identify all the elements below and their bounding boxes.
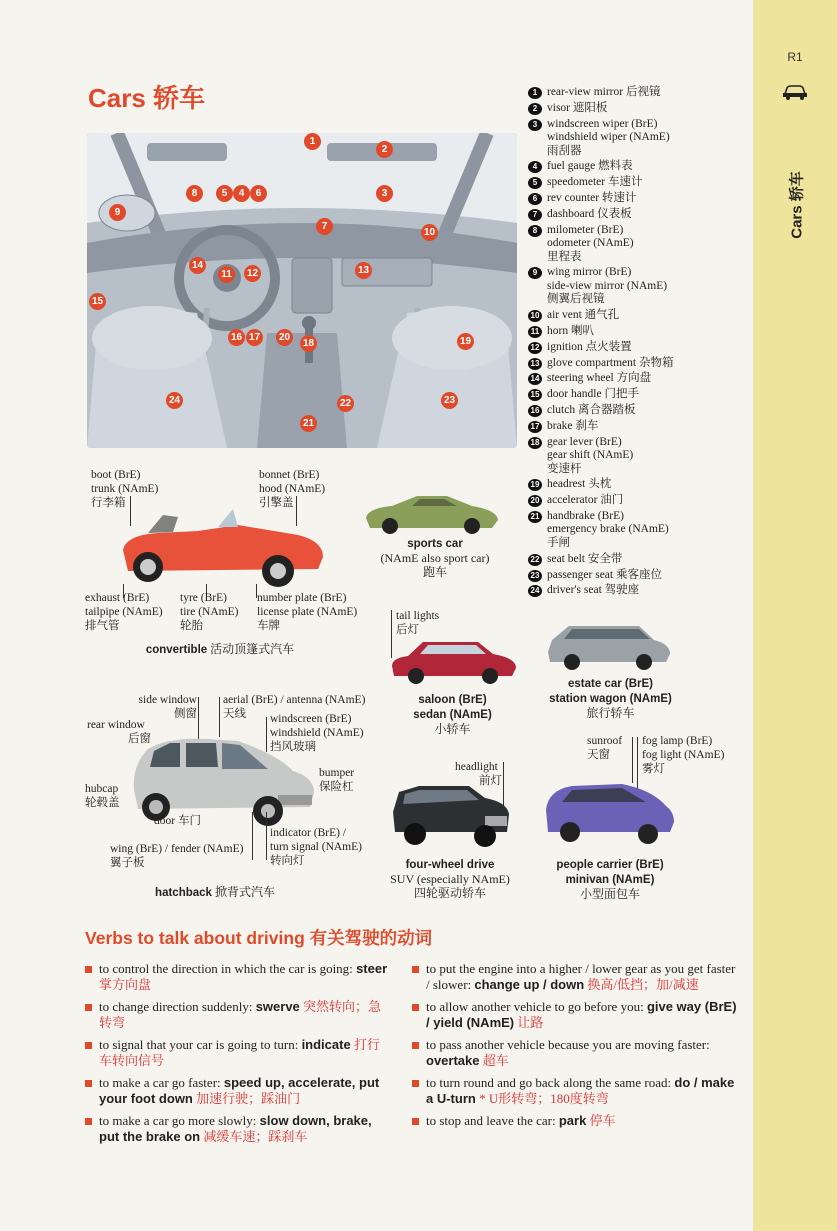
legend-item bbox=[528, 569, 748, 583]
saloon-caption: saloon (BrE) sedan (NAmE) 小轿车 bbox=[413, 694, 492, 736]
legend-text: door handle 门把手 bbox=[547, 388, 639, 401]
parts-legend bbox=[528, 86, 748, 600]
marker-16: 16 bbox=[228, 329, 245, 346]
legend-item bbox=[528, 510, 748, 551]
marker-22: 22 bbox=[337, 395, 354, 412]
door-label: door 车门 bbox=[154, 815, 201, 827]
exhaust-label: exhaust (BrE) tailpipe (NAmE) 排气管 bbox=[85, 592, 163, 632]
fog-lamp-label: fog lamp (BrE) fog light (NAmE) 雾灯 bbox=[642, 735, 725, 775]
tail-lights-label: tail lights 后灯 bbox=[396, 610, 440, 636]
sports-car-caption: sports car (NAmE also sport car) 跑车 bbox=[380, 538, 490, 579]
legend-item bbox=[528, 208, 748, 222]
marker-7: 7 bbox=[316, 218, 333, 235]
estate-car-caption: estate car (BrE) station wagon (NAmE) 旅行轿车 bbox=[549, 678, 672, 720]
legend-number: 22 bbox=[528, 554, 542, 566]
saloon-car-image bbox=[388, 632, 518, 687]
legend-number: 13 bbox=[528, 358, 542, 370]
page-edge-tab bbox=[753, 0, 837, 1231]
legend-item bbox=[528, 404, 748, 418]
aerial-label: aerial (BrE) / antenna (NAmE) 天线 bbox=[223, 694, 366, 720]
verb-item: to allow another vehicle to go before you: give way (BrE) / yield (NAmE) 让路 bbox=[412, 999, 737, 1031]
legend-number: 21 bbox=[528, 511, 542, 523]
legend-number: 16 bbox=[528, 405, 542, 417]
side-title: Cars 轿车 bbox=[788, 171, 806, 239]
tyre-label: tyre (BrE) tire (NAmE) 轮胎 bbox=[180, 592, 239, 632]
leader-line bbox=[266, 812, 267, 860]
marker-4: 4 bbox=[233, 185, 250, 202]
legend-text: side-view mirror (NAmE) bbox=[547, 279, 668, 292]
legend-item bbox=[528, 309, 748, 323]
marker-24: 24 bbox=[166, 392, 183, 409]
people-carrier-image bbox=[542, 780, 677, 848]
legend-number: 1 bbox=[528, 87, 542, 99]
legend-text: 变速杆 bbox=[547, 462, 582, 475]
leader-line bbox=[219, 697, 220, 737]
legend-text: passenger seat 乘客座位 bbox=[547, 568, 662, 581]
legend-number: 8 bbox=[528, 225, 542, 237]
legend-text: horn 喇叭 bbox=[547, 324, 594, 337]
legend-number: 3 bbox=[528, 119, 542, 131]
four-wheel-drive-caption: four-wheel drive SUV (especially NAmE) 四轮驱动轿车 bbox=[390, 859, 510, 900]
legend-item bbox=[528, 102, 748, 116]
number-plate-label: number plate (BrE) license plate (NAmE) 车牌 bbox=[257, 592, 358, 632]
legend-text: brake 刹车 bbox=[547, 419, 599, 432]
legend-item bbox=[528, 86, 748, 100]
legend-text: driver's seat 驾驶座 bbox=[547, 584, 640, 597]
legend-number: 20 bbox=[528, 495, 542, 507]
legend-number: 6 bbox=[528, 193, 542, 205]
convertible-caption: convertible 活动顶篷式汽车 bbox=[145, 642, 295, 656]
verbs-left-column bbox=[85, 961, 390, 1151]
four-wheel-drive-image bbox=[389, 782, 513, 850]
leader-line bbox=[632, 737, 633, 783]
legend-number: 12 bbox=[528, 342, 542, 354]
windscreen-label: windscreen (BrE) windshield (NAmE) 挡风玻璃 bbox=[270, 713, 364, 753]
marker-3: 3 bbox=[376, 185, 393, 202]
wing-label: wing (BrE) / fender (NAmE) 翼子板 bbox=[110, 843, 244, 869]
legend-text: windscreen wiper (BrE) bbox=[547, 117, 658, 130]
verbs-heading: Verbs to talk about driving 有关驾驶的动词 bbox=[85, 928, 433, 948]
verb-item: to pass another vehicle because you are moving faster: overtake 超车 bbox=[412, 1037, 737, 1069]
bonnet-label: bonnet (BrE) hood (NAmE) 引擎盖 bbox=[259, 469, 326, 509]
legend-text: milometer (BrE) bbox=[547, 223, 624, 236]
page-number: R1 bbox=[787, 50, 803, 64]
legend-number: 24 bbox=[528, 585, 542, 597]
legend-text: dashboard 仪表板 bbox=[547, 207, 632, 220]
marker-15: 15 bbox=[89, 293, 106, 310]
verb-item: to stop and leave the car: park 停车 bbox=[412, 1113, 737, 1129]
legend-text: odometer (NAmE) bbox=[547, 237, 634, 250]
verb-item: to turn round and go back along the same road: do / make a U-turn * U形转弯；180度转弯 bbox=[412, 1075, 737, 1107]
verb-item: to change direction suddenly: swerve 突然转向；急转弯 bbox=[85, 999, 390, 1031]
legend-number: 9 bbox=[528, 267, 542, 279]
marker-10: 10 bbox=[421, 224, 438, 241]
legend-item bbox=[528, 357, 748, 371]
marker-5: 5 bbox=[216, 185, 233, 202]
legend-text: headrest 头枕 bbox=[547, 478, 612, 491]
verb-item: to signal that your car is going to turn: indicate 打行车转向信号 bbox=[85, 1037, 390, 1069]
marker-21: 21 bbox=[300, 415, 317, 432]
sunroof-label: sunroof 天窗 bbox=[587, 735, 623, 761]
estate-car-image bbox=[544, 620, 674, 672]
legend-number: 11 bbox=[528, 326, 542, 338]
marker-12: 12 bbox=[244, 265, 261, 282]
legend-item bbox=[528, 160, 748, 174]
legend-number: 15 bbox=[528, 389, 542, 401]
legend-number: 17 bbox=[528, 421, 542, 433]
legend-item bbox=[528, 325, 748, 339]
legend-text: glove compartment 杂物箱 bbox=[547, 356, 674, 369]
car-icon bbox=[782, 84, 808, 100]
car-interior-illustration bbox=[87, 133, 517, 448]
marker-1: 1 bbox=[304, 133, 321, 150]
legend-text: steering wheel 方向盘 bbox=[547, 372, 652, 385]
legend-text: 里程表 bbox=[547, 250, 582, 263]
marker-14: 14 bbox=[189, 257, 206, 274]
legend-text: windshield wiper (NAmE) bbox=[547, 131, 670, 144]
marker-17: 17 bbox=[246, 329, 263, 346]
legend-number: 23 bbox=[528, 570, 542, 582]
legend-text: emergency brake (NAmE) bbox=[547, 523, 669, 536]
legend-text: visor 遮阳板 bbox=[547, 101, 608, 114]
bumper-label: bumper 保险杠 bbox=[319, 767, 355, 793]
legend-text: rear-view mirror 后视镜 bbox=[547, 86, 661, 98]
legend-item bbox=[528, 584, 748, 598]
hatchback-caption: hatchback 掀背式汽车 bbox=[155, 885, 275, 899]
marker-6: 6 bbox=[250, 185, 267, 202]
legend-item bbox=[528, 494, 748, 508]
page-title: Cars 轿车 bbox=[88, 83, 206, 113]
marker-19: 19 bbox=[457, 333, 474, 350]
verb-item: to make a car go faster: speed up, accelerate, put your foot down 加速行驶；踩油门 bbox=[85, 1075, 390, 1107]
legend-item bbox=[528, 372, 748, 386]
legend-item bbox=[528, 341, 748, 355]
convertible-car-image bbox=[118, 505, 328, 590]
verbs-right-column bbox=[412, 961, 737, 1135]
marker-11: 11 bbox=[218, 266, 235, 283]
marker-13: 13 bbox=[355, 262, 372, 279]
verb-item: to make a car go more slowly: slow down, brake, put the brake on 减缓车速；踩刹车 bbox=[85, 1113, 390, 1145]
marker-9: 9 bbox=[109, 204, 126, 221]
legend-text: clutch 离合器踏板 bbox=[547, 403, 636, 416]
legend-text: wing mirror (BrE) bbox=[547, 266, 632, 279]
legend-text: handbrake (BrE) bbox=[547, 509, 624, 522]
marker-18: 18 bbox=[300, 335, 317, 352]
legend-number: 18 bbox=[528, 437, 542, 449]
legend-text: fuel gauge 燃料表 bbox=[547, 160, 633, 173]
hubcap-label: hubcap 轮毂盖 bbox=[85, 783, 120, 809]
legend-item bbox=[528, 118, 748, 159]
marker-20: 20 bbox=[276, 329, 293, 346]
legend-item bbox=[528, 176, 748, 190]
legend-item bbox=[528, 224, 748, 265]
legend-text: accelerator 油门 bbox=[547, 494, 624, 507]
legend-number: 4 bbox=[528, 161, 542, 173]
verb-item: to put the engine into a higher / lower gear as you get faster / slower: change up / down 换高/低挡；加/减速 bbox=[412, 961, 737, 993]
boot-label: boot (BrE) trunk (NAmE) 行李箱 bbox=[91, 469, 159, 509]
legend-text: gear shift (NAmE) bbox=[547, 449, 634, 462]
verb-item: to control the direction in which the car is going: steer 掌方向盘 bbox=[85, 961, 390, 993]
legend-text: air vent 通气孔 bbox=[547, 309, 620, 322]
headlight-label: headlight 前灯 bbox=[455, 761, 502, 787]
leader-line bbox=[252, 812, 253, 860]
marker-8: 8 bbox=[186, 185, 203, 202]
legend-item bbox=[528, 388, 748, 402]
people-carrier-caption: people carrier (BrE) minivan (NAmE) 小型面包车 bbox=[556, 859, 664, 901]
legend-text: seat belt 安全带 bbox=[547, 552, 623, 565]
legend-item bbox=[528, 192, 748, 206]
legend-number: 7 bbox=[528, 209, 542, 221]
legend-text: gear lever (BrE) bbox=[547, 435, 622, 448]
marker-2: 2 bbox=[376, 141, 393, 158]
legend-item bbox=[528, 420, 748, 434]
indicator-label: indicator (BrE) / turn signal (NAmE) 转向灯 bbox=[270, 827, 362, 867]
legend-text: rev counter 转速计 bbox=[547, 191, 637, 204]
legend-item bbox=[528, 436, 748, 477]
legend-number: 19 bbox=[528, 479, 542, 491]
rear-window-label: rear window 后窗 bbox=[87, 719, 151, 745]
legend-text: 雨刮器 bbox=[547, 144, 582, 157]
legend-text: 手闸 bbox=[547, 536, 570, 549]
legend-text: 侧翼后视镜 bbox=[547, 293, 605, 306]
side-window-label: side window 侧窗 bbox=[138, 694, 197, 720]
legend-item bbox=[528, 266, 748, 307]
legend-number: 14 bbox=[528, 373, 542, 385]
legend-number: 10 bbox=[528, 310, 542, 322]
sports-car-image bbox=[362, 488, 502, 536]
legend-item bbox=[528, 553, 748, 567]
marker-23: 23 bbox=[441, 392, 458, 409]
legend-number: 5 bbox=[528, 177, 542, 189]
legend-text: speedometer 车速计 bbox=[547, 176, 643, 189]
legend-text: ignition 点火装置 bbox=[547, 340, 632, 353]
legend-number: 2 bbox=[528, 103, 542, 115]
legend-item bbox=[528, 478, 748, 492]
